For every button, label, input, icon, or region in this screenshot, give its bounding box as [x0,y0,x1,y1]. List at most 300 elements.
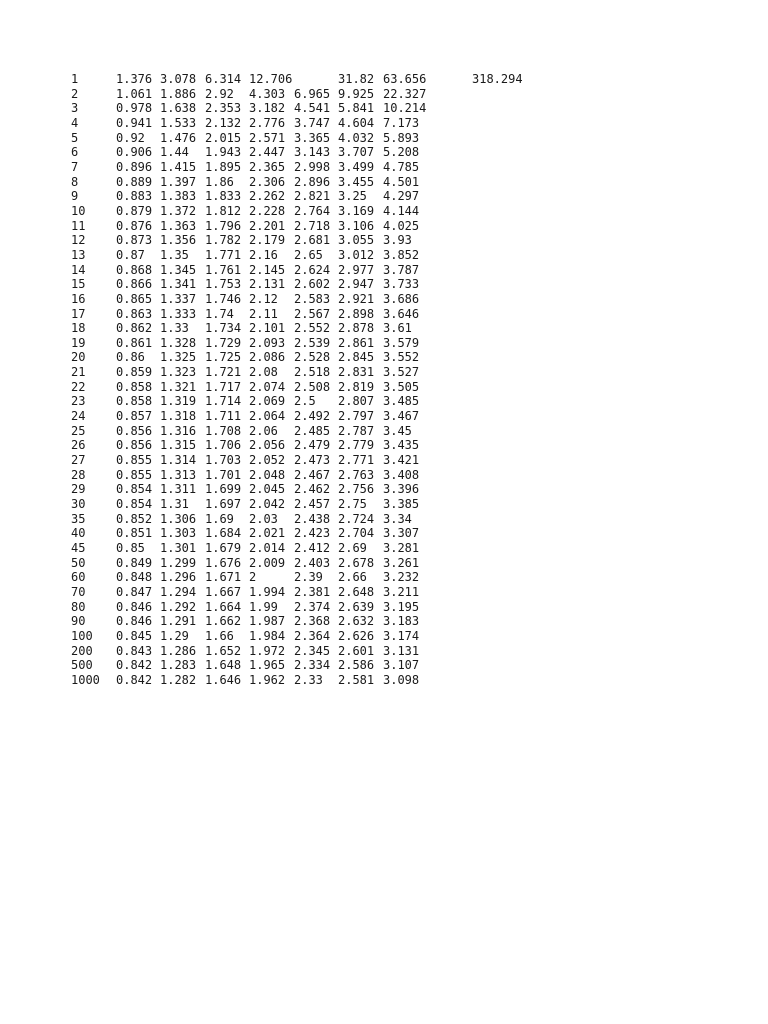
table-cell: 2.898 [338,306,375,321]
table-cell: 2.045 [249,482,286,497]
table-cell: 1.943 [205,145,242,160]
table-cell: 1.363 [160,218,197,233]
table-cell: 1.729 [205,335,242,350]
table-cell: 0.845 [116,628,153,643]
table-cell: 2.821 [294,189,331,204]
table-cell: 2.763 [338,467,375,482]
table-cell-df: 19 [71,335,86,350]
table-cell: 2.831 [338,365,375,380]
table-cell: 2.75 [338,497,367,512]
table-cell: 1.646 [205,672,242,687]
table-cell: 1.753 [205,277,242,292]
table-cell: 1.895 [205,159,242,174]
table-cell: 2.797 [338,409,375,424]
table-cell: 2.518 [294,365,331,380]
table-cell-df: 28 [71,467,86,482]
table-cell: 0.856 [116,423,153,438]
table-cell: 0.866 [116,277,153,292]
table-cell: 6.314 [205,72,242,86]
table-cell: 3.365 [294,130,331,145]
table-cell: 2.086 [249,350,286,365]
table-cell: 2.03 [249,511,278,526]
table-cell: 1.74 [205,306,234,321]
table-cell: 2.052 [249,453,286,468]
table-cell: 1.984 [249,628,286,643]
table-cell: 1.29 [160,628,189,643]
table-cell: 1.318 [160,409,197,424]
table-cell: 1.321 [160,379,197,394]
table-cell: 0.855 [116,453,153,468]
table-cell-df: 15 [71,277,86,292]
table-cell: 3.195 [383,599,420,614]
table-cell: 2.807 [338,394,375,409]
table-cell: 3.733 [383,277,420,292]
table-cell: 2.228 [249,203,286,218]
table-cell: 2.624 [294,262,331,277]
table-cell: 3.34 [383,511,412,526]
table-cell: 4.303 [249,86,286,101]
table-cell: 2.334 [294,658,331,673]
table-cell: 1.684 [205,526,242,541]
table-cell: 1.664 [205,599,242,614]
table-cell: 2.492 [294,409,331,424]
table-cell: 3.579 [383,335,420,350]
table-cell: 2.11 [249,306,278,321]
table-cell: 2.878 [338,321,375,336]
table-cell: 3.852 [383,247,420,262]
table-cell: 0.842 [116,658,153,673]
table-cell: 2.412 [294,541,331,555]
table-cell-df: 5 [71,130,79,145]
table-cell-df: 7 [71,159,79,174]
table-cell: 2.145 [249,262,286,277]
table-cell: 3.012 [338,247,375,262]
table-cell: 1.734 [205,321,242,336]
table-cell: 3.646 [383,306,420,321]
table-cell-df: 500 [71,658,93,673]
table-cell: 6.965 [294,86,331,101]
table-cell: 2.724 [338,511,375,526]
table-cell: 2.567 [294,306,331,321]
table-cell: 1.476 [160,130,197,145]
table-cell: 0.876 [116,218,153,233]
table-cell: 2.69 [338,541,367,555]
table-cell: 2.132 [205,115,242,130]
table-cell: 2.756 [338,482,375,497]
table-cell: 3.747 [294,115,331,130]
table-cell-df: 25 [71,423,86,438]
table-cell-df: 3 [71,101,79,116]
table-cell: 2.374 [294,599,331,614]
table-cell: 2.845 [338,350,375,365]
table-cell: 1.66 [205,628,234,643]
table-cell: 3.467 [383,409,420,424]
table-cell-df: 1 [71,72,79,86]
table-cell: 1.356 [160,233,197,248]
table-cell: 2.66 [338,570,367,585]
table-cell: 0.865 [116,291,153,306]
table-cell: 1.962 [249,672,286,687]
table-cell: 12.706 [249,72,293,86]
table-cell: 2.131 [249,277,286,292]
table-cell: 2.485 [294,423,331,438]
table-cell: 0.846 [116,614,153,629]
table-cell: 0.849 [116,555,153,570]
table-cell: 0.852 [116,511,153,526]
table-cell: 1.711 [205,409,242,424]
table-cell: 2.345 [294,643,331,658]
table-cell: 2.571 [249,130,286,145]
table-cell: 0.978 [116,101,153,116]
table-cell: 5.841 [338,101,375,116]
table-cell-df: 13 [71,247,86,262]
table-cell: 1.761 [205,262,242,277]
table-cell-df: 18 [71,321,86,336]
table-cell: 1.415 [160,159,197,174]
table-cell: 1.061 [116,86,153,101]
table-cell: 2.262 [249,189,286,204]
table-cell: 2.009 [249,555,286,570]
table-cell: 2.771 [338,453,375,468]
table-cell: 4.144 [383,203,420,218]
table-cell: 0.906 [116,145,153,160]
table-cell: 2.718 [294,218,331,233]
table-cell-df: 4 [71,115,79,130]
table-cell: 1.679 [205,541,242,555]
table-cell-df: 60 [71,570,86,585]
table-cell: 3.107 [383,658,420,673]
table-cell: 3.455 [338,174,375,189]
table-cell: 1.533 [160,115,197,130]
table-cell: 2.632 [338,614,375,629]
table-cell-df: 9 [71,189,79,204]
table-cell-df: 14 [71,262,86,277]
table-cell: 2.681 [294,233,331,248]
table-cell: 2.069 [249,394,286,409]
table-cell: 1.746 [205,291,242,306]
table-cell: 0.868 [116,262,153,277]
table-cell: 3.552 [383,350,420,365]
table-cell-df: 100 [71,628,93,643]
table-cell: 1.652 [205,643,242,658]
table-cell: 1.292 [160,599,197,614]
table-cell-df: 35 [71,511,86,526]
table-cell: 2.921 [338,291,375,306]
table-cell: 0.883 [116,189,153,204]
table-cell: 2.5 [294,394,316,409]
table-cell: 1.667 [205,584,242,599]
table-cell-df: 8 [71,174,79,189]
table-cell: 1.708 [205,423,242,438]
table-cell: 0.879 [116,203,153,218]
table-cell: 2.601 [338,643,375,658]
table-cell: 3.408 [383,467,420,482]
table-cell: 2.056 [249,438,286,453]
table-cell: 2.16 [249,247,278,262]
table-cell: 2.586 [338,658,375,673]
table-cell: 2.462 [294,482,331,497]
table-cell-df: 80 [71,599,86,614]
table-cell: 10.214 [383,101,427,116]
table-cell: 1.301 [160,541,197,555]
table-cell: 1.294 [160,584,197,599]
table-cell: 1.701 [205,467,242,482]
table-cell: 1.676 [205,555,242,570]
table-cell: 1.99 [249,599,278,614]
table-cell: 2.014 [249,541,286,555]
table-cell: 1.337 [160,291,197,306]
table-cell: 3.93 [383,233,412,248]
table-cell: 2.368 [294,614,331,629]
table-cell: 2.438 [294,511,331,526]
table-cell: 2.65 [294,247,323,262]
table-cell: 2.423 [294,526,331,541]
table-cell: 4.297 [383,189,420,204]
table-cell: 2.648 [338,584,375,599]
table-cell: 1.721 [205,365,242,380]
table-cell: 2.896 [294,174,331,189]
table-cell: 2.92 [205,86,234,101]
table-cell: 0.842 [116,672,153,687]
table-cell: 1.782 [205,233,242,248]
table-cell: 3.421 [383,453,420,468]
table-cell-df: 50 [71,555,86,570]
table-cell-df: 40 [71,526,86,541]
table-cell: 1.638 [160,101,197,116]
table-cell: 1.812 [205,203,242,218]
table-cell: 2.678 [338,555,375,570]
table-cell: 2.998 [294,159,331,174]
table-cell: 1.771 [205,247,242,262]
table-cell: 3.232 [383,570,420,585]
table-cell: 0.86 [116,350,145,365]
table-cell: 3.183 [383,614,420,629]
table-cell: 4.541 [294,101,331,116]
table-cell: 0.854 [116,497,153,512]
table-cell: 1.648 [205,658,242,673]
table-cell: 2.581 [338,672,375,687]
table-cell: 1.313 [160,467,197,482]
table-cell: 2.626 [338,628,375,643]
table-cell: 1.341 [160,277,197,292]
table-cell: 0.855 [116,467,153,482]
table-cell: 2.306 [249,174,286,189]
table-cell: 1.323 [160,365,197,380]
table-cell: 3.169 [338,203,375,218]
table-cell: 2.403 [294,555,331,570]
table-cell: 3.45 [383,423,412,438]
table-cell: 3.787 [383,262,420,277]
table-cell: 2.364 [294,628,331,643]
table-cell: 0.847 [116,584,153,599]
table-cell: 1.86 [205,174,234,189]
table-cell: 2.819 [338,379,375,394]
table-cell-df: 22 [71,379,86,394]
table-cell: 1.987 [249,614,286,629]
table-cell: 2.381 [294,584,331,599]
table-cell: 0.863 [116,306,153,321]
table-cell: 0.85 [116,541,145,555]
table-cell: 3.281 [383,541,420,555]
table-cell: 2.064 [249,409,286,424]
table-cell: 1.33 [160,321,189,336]
table-cell: 1.972 [249,643,286,658]
table-cell: 1.44 [160,145,189,160]
table-cell: 2.353 [205,101,242,116]
table-cell: 0.862 [116,321,153,336]
table-cell: 2.33 [294,672,323,687]
table-cell: 0.846 [116,599,153,614]
table-cell: 1.345 [160,262,197,277]
table-cell-df: 21 [71,365,86,380]
table-cell: 1.31 [160,497,189,512]
table-cell: 3.485 [383,394,420,409]
table-cell: 1.397 [160,174,197,189]
table-cell: 3.098 [383,672,420,687]
table-cell: 318.294 [472,72,523,86]
table-cell: 3.211 [383,584,420,599]
table-cell-df: 30 [71,497,86,512]
table-cell: 2.201 [249,218,286,233]
table-cell: 0.873 [116,233,153,248]
table-cell: 3.106 [338,218,375,233]
table-cell: 1.965 [249,658,286,673]
table-cell: 0.941 [116,115,153,130]
table-cell: 2.583 [294,291,331,306]
table-cell: 2.08 [249,365,278,380]
table-cell: 0.843 [116,643,153,658]
table-cell: 1.314 [160,453,197,468]
table-cell: 1.283 [160,658,197,673]
table-cell: 1.697 [205,497,242,512]
table-cell: 22.327 [383,86,427,101]
table-cell-df: 24 [71,409,86,424]
table-cell: 1.296 [160,570,197,585]
table-cell: 1.671 [205,570,242,585]
table-cell: 2.977 [338,262,375,277]
table-cell: 1.328 [160,335,197,350]
table-cell: 1.69 [205,511,234,526]
table-cell: 4.501 [383,174,420,189]
table-cell-df: 45 [71,541,86,555]
table-cell: 1.282 [160,672,197,687]
table-cell-df: 10 [71,203,86,218]
table-cell: 3.527 [383,365,420,380]
table-cell-df: 20 [71,350,86,365]
table-cell: 4.785 [383,159,420,174]
table-cell: 1.796 [205,218,242,233]
table-cell-df: 2 [71,86,79,101]
table-cell: 1.306 [160,511,197,526]
table-cell: 3.131 [383,643,420,658]
table-cell: 2.861 [338,335,375,350]
table-cell-df: 1000 [71,672,100,687]
table-cell: 2.539 [294,335,331,350]
table-cell: 1.706 [205,438,242,453]
table-cell: 1.717 [205,379,242,394]
table-cell: 1.703 [205,453,242,468]
table-cell: 0.858 [116,394,153,409]
table-cell: 1.286 [160,643,197,658]
table-cell: 1.699 [205,482,242,497]
table-cell: 3.435 [383,438,420,453]
table-cell: 2.093 [249,335,286,350]
table-cell: 1.372 [160,203,197,218]
table-cell: 0.889 [116,174,153,189]
table-cell: 2.457 [294,497,331,512]
table-cell: 1.319 [160,394,197,409]
table-cell-df: 26 [71,438,86,453]
table-cell: 2.015 [205,130,242,145]
table-cell: 2.779 [338,438,375,453]
table-cell: 2.179 [249,233,286,248]
table-cell-df: 27 [71,453,86,468]
table-cell: 1.315 [160,438,197,453]
table-cell: 2.528 [294,350,331,365]
table-cell: 2.602 [294,277,331,292]
table-cell-df: 23 [71,394,86,409]
table-cell: 2.06 [249,423,278,438]
table-cell: 1.725 [205,350,242,365]
table-cell: 2.704 [338,526,375,541]
table-cell: 2.447 [249,145,286,160]
table-cell: 3.078 [160,72,197,86]
table-cell: 0.861 [116,335,153,350]
table-cell: 3.055 [338,233,375,248]
table-cell: 31.82 [338,72,375,86]
table-cell: 3.396 [383,482,420,497]
table-cell: 2.042 [249,497,286,512]
table-cell: 3.686 [383,291,420,306]
table-cell: 1.291 [160,614,197,629]
table-cell: 0.856 [116,438,153,453]
table-cell: 1.303 [160,526,197,541]
table-cell: 5.893 [383,130,420,145]
table-cell: 0.859 [116,365,153,380]
table-cell-df: 17 [71,306,86,321]
table-cell: 0.854 [116,482,153,497]
table-cell: 1.311 [160,482,197,497]
table-cell: 2.365 [249,159,286,174]
table-cell: 3.385 [383,497,420,512]
table-cell: 2.552 [294,321,331,336]
table-cell: 2.764 [294,203,331,218]
table-cell: 1.662 [205,614,242,629]
table-cell: 2.508 [294,379,331,394]
table-cell: 2.639 [338,599,375,614]
table-cell: 4.604 [338,115,375,130]
table-cell: 0.87 [116,247,145,262]
table-cell: 3.182 [249,101,286,116]
table-cell: 3.261 [383,555,420,570]
table-cell: 2 [249,570,257,585]
table-cell: 2.947 [338,277,375,292]
table-cell: 3.707 [338,145,375,160]
table-cell: 0.851 [116,526,153,541]
table-cell: 2.473 [294,453,331,468]
table-cell: 3.143 [294,145,331,160]
table-cell-df: 29 [71,482,86,497]
table-cell: 3.174 [383,628,420,643]
table-cell-df: 70 [71,584,86,599]
table-cell: 2.048 [249,467,286,482]
table-cell: 1.376 [116,72,153,86]
table-cell: 2.39 [294,570,323,585]
table-cell: 0.896 [116,159,153,174]
table-cell: 0.92 [116,130,145,145]
table-cell: 1.833 [205,189,242,204]
table-cell: 9.925 [338,86,375,101]
